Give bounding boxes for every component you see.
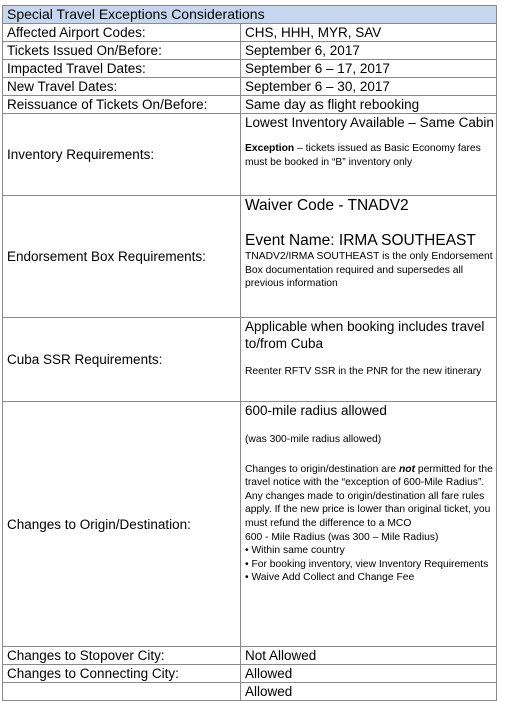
event-name: Event Name: IRMA SOUTHEAST (245, 232, 476, 249)
endorsement-note: TNADV2/IRMA SOUTHEAST is the only Endorsement Box documentation required and supersedes all previous information (245, 251, 493, 290)
table-title: Special Travel Exceptions Considerations (3, 6, 497, 24)
table-header-row (3, 6, 497, 24)
table-row (3, 665, 497, 683)
table-row (3, 60, 497, 78)
row-label (3, 683, 241, 701)
list-item: • Waive Add Collect and Change Fee (245, 571, 496, 585)
row-label: Changes to Connecting City: (3, 665, 241, 683)
row-value: September 6 – 30, 2017 (241, 78, 497, 96)
row-label: Inventory Requirements: (3, 114, 241, 196)
row-label: Cuba SSR Requirements: (3, 318, 241, 402)
cuba-note: Reenter RFTV SSR in the PNR for the new itinerary (245, 366, 482, 377)
exception-text: – tickets issued as Basic Economy fares must be booked in “B” inventory only (245, 143, 481, 168)
row-value: Allowed (241, 683, 497, 701)
origin-bullets (245, 544, 496, 585)
table-row (3, 647, 497, 665)
row-value-cell (241, 318, 497, 402)
row-value-cell (241, 402, 497, 647)
row-label: New Travel Dates: (3, 78, 241, 96)
row-value-cell (241, 114, 497, 196)
row-value-cell (241, 196, 497, 318)
cuba-value: Applicable when booking includes travel to/from Cuba (245, 319, 485, 351)
table-row (3, 114, 497, 196)
origin-paragraph (245, 463, 496, 531)
waiver-code: Waiver Code - TNADV2 (245, 197, 409, 214)
origin-text-rest: permitted for the travel notice with the “exception of 600-Mile Radius”. Any changes made to origin/destination all fare rules apply. If the new price is lower than original ticket, you must refund the difference to a MCO (245, 463, 493, 529)
row-value: September 6, 2017 (241, 42, 497, 60)
table-row (3, 24, 497, 42)
origin-not: not (398, 463, 415, 475)
exceptions-table (2, 5, 497, 701)
table-row (3, 318, 497, 402)
row-label: Reissuance of Tickets On/Before: (3, 96, 241, 114)
radius-value: 600-mile radius allowed (245, 403, 387, 418)
table-row (3, 683, 497, 701)
radius-heading: 600 - Mile Radius (was 300 – Mile Radius) (245, 531, 439, 543)
table-row (3, 78, 497, 96)
row-value: Same day as flight rebooking (241, 96, 497, 114)
radius-was: (was 300-mile radius allowed) (245, 434, 382, 445)
list-item: • Within same country (245, 544, 496, 558)
row-label: Changes to Origin/Destination: (3, 402, 241, 647)
row-label: Tickets Issued On/Before: (3, 42, 241, 60)
table-row (3, 196, 497, 318)
row-label: Impacted Travel Dates: (3, 60, 241, 78)
row-value: Allowed (241, 665, 497, 683)
inventory-exception (245, 142, 496, 169)
row-value: CHS, HHH, MYR, SAV (241, 24, 497, 42)
row-value: Not Allowed (241, 647, 497, 665)
origin-text: Changes to origin/destination are (245, 463, 399, 475)
row-label: Affected Airport Codes: (3, 24, 241, 42)
list-item: • For booking inventory, view Inventory Requirements (245, 558, 496, 572)
row-value: September 6 – 17, 2017 (241, 60, 497, 78)
row-label: Changes to Stopover City: (3, 647, 241, 665)
exception-label: Exception (245, 143, 295, 154)
table-row (3, 96, 497, 114)
table-row (3, 42, 497, 60)
table-row (3, 402, 497, 647)
row-label: Endorsement Box Requirements: (3, 196, 241, 318)
inventory-value: Lowest Inventory Available – Same Cabin (245, 115, 494, 130)
